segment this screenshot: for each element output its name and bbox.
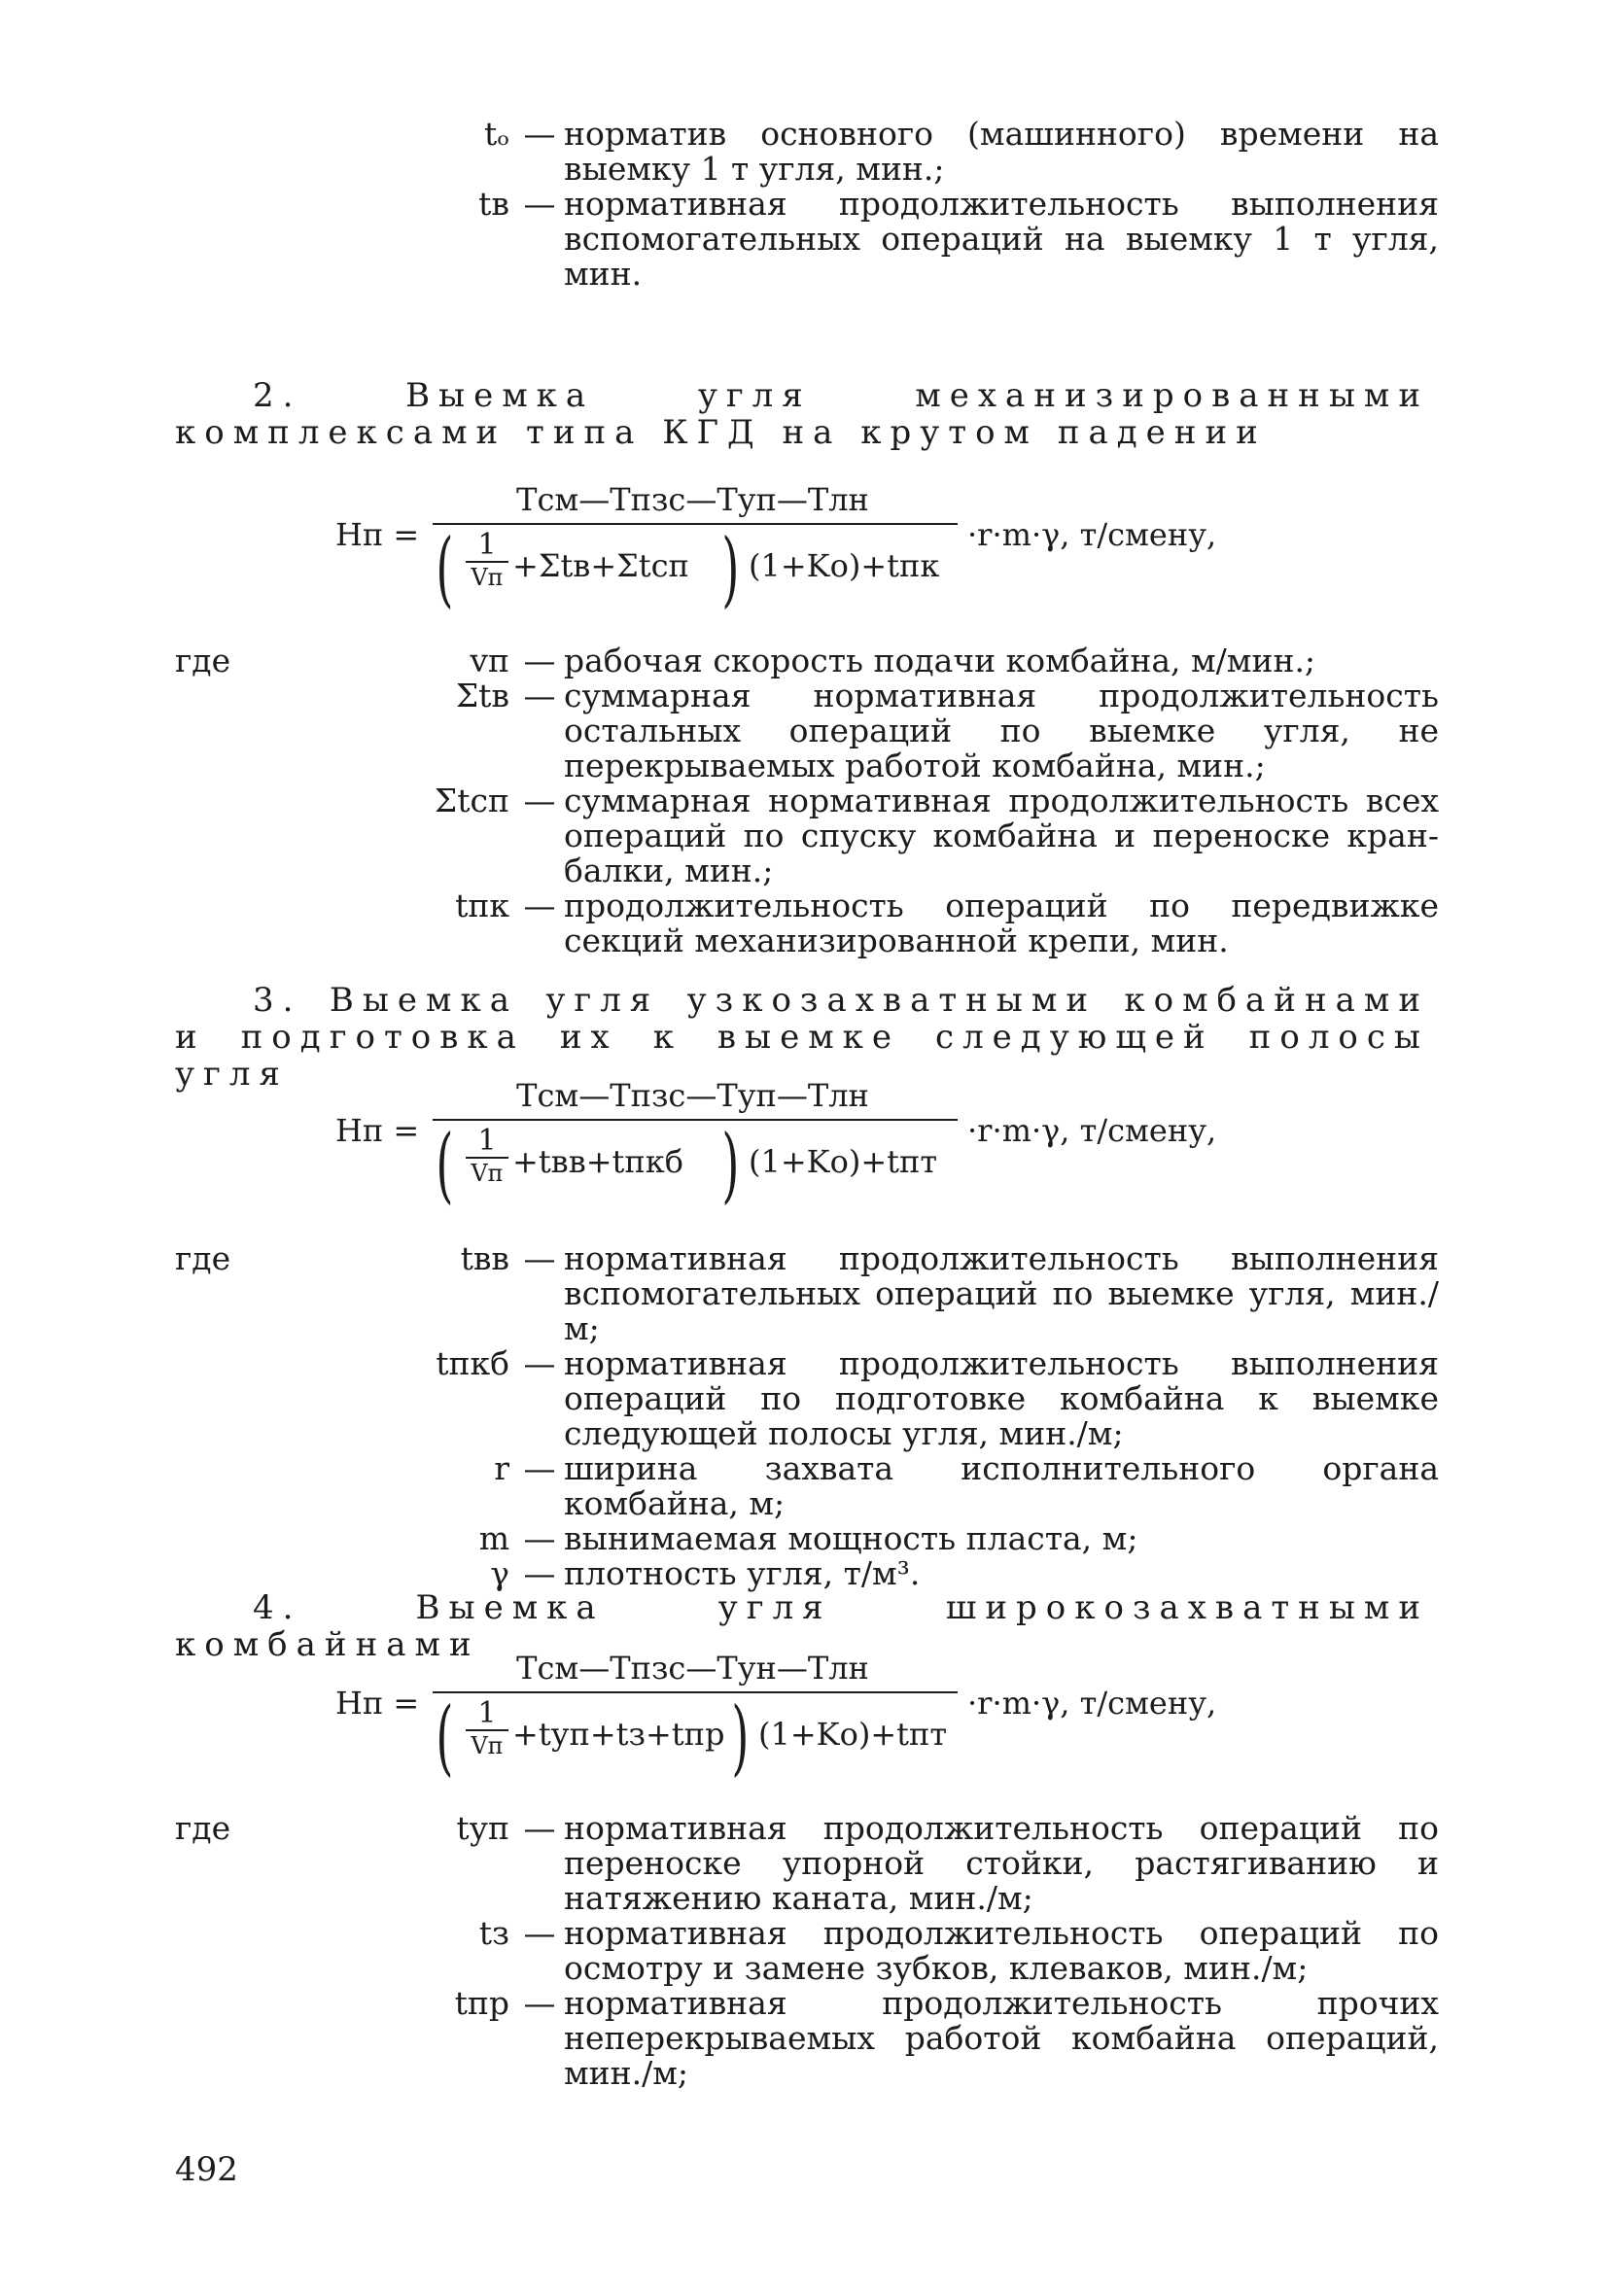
definition-dash: —: [523, 1554, 556, 1592]
definitions-block-3: [175, 1241, 1439, 1591]
definition-row: [175, 1556, 1439, 1591]
definition-dash: —: [523, 1809, 556, 1847]
definition-text: нормативная продолжительность выполнения вспомогательных операций по выемке угля, мин./м;: [564, 1239, 1439, 1347]
definition-text: рабочая скорость подачи комбайна, м/мин.;: [564, 642, 1316, 679]
definitions-block-2: [175, 644, 1439, 958]
definition-symbol: Σtсп: [434, 782, 509, 819]
definition-symbol: γ: [490, 1554, 509, 1592]
definition-dash: —: [523, 1239, 556, 1277]
inner-denominator: Vп: [471, 1732, 504, 1759]
definition-symbol: tпкб: [436, 1344, 509, 1382]
definitions-block-4: [175, 1811, 1439, 2091]
denominator-tail: (1+Kо)+tпк: [749, 547, 940, 584]
definition-text: ширина захвата исполнительного органа комбайна, м;: [564, 1449, 1439, 1522]
inner-fraction: [466, 530, 508, 592]
definition-text: нормативная продолжительность операций по осмотру и замене зубков, клеваков, мин./м;: [564, 1914, 1439, 1987]
definition-dash: —: [523, 1914, 556, 1952]
definition-dash: —: [523, 1519, 556, 1557]
definitions-block-intro: [175, 117, 1439, 292]
formula-section-4: [335, 1650, 1308, 1785]
definition-row: [175, 1451, 1439, 1521]
definition-row: [175, 1346, 1439, 1451]
definition-row: [175, 1986, 1439, 2091]
denominator-tail: (1+Kо)+tпт: [758, 1716, 948, 1753]
definition-dash: —: [523, 1449, 556, 1487]
definition-row: [175, 117, 1439, 187]
definition-text: нормативная продолжительность выполнения операций по подготовке комбайна к выемке следующей полосы угля, мин./м;: [564, 1344, 1439, 1452]
definition-text: суммарная нормативная продолжительность всех операций по спуску комбайна и переноске кран-балки, мин.;: [564, 782, 1439, 889]
formula-rhs: ·r·m·γ, т/смену,: [967, 1112, 1217, 1149]
formula-numerator: Tсм—Tпзс—Tуп—Tлн: [516, 1077, 869, 1114]
definition-symbol: Σtв: [455, 677, 509, 714]
definition-text: нормативная продолжительность выполнения вспомогательных операций на выемку 1 т угля, мин.: [564, 185, 1439, 293]
formula-section-2: [335, 481, 1308, 616]
definition-row: [175, 1811, 1439, 1916]
fraction-bar: [433, 1691, 958, 1693]
definition-row: [175, 187, 1439, 292]
definition-symbol: tв: [478, 185, 509, 223]
definition-symbol: m: [478, 1519, 509, 1557]
left-paren: (: [436, 1689, 454, 1785]
inner-fraction: [466, 1698, 508, 1760]
formula-section-3: [335, 1077, 1308, 1212]
page-number: 492: [175, 2150, 238, 2189]
inner-denominator: Vп: [471, 564, 504, 591]
definition-symbol: tвв: [460, 1239, 509, 1277]
section-heading-4: 4. Выемка угля широкозахватными комбайнами: [175, 1588, 1429, 1664]
definition-text: нормативная продолжительность операций по переноске упорной стойки, растягиванию и натяжению каната, мин./м;: [564, 1809, 1439, 1917]
inner-terms: +tвв+tпкб: [512, 1143, 683, 1180]
definition-dash: —: [523, 185, 556, 223]
formula-lhs: Hп =: [335, 1685, 420, 1722]
definition-where: где: [175, 1809, 231, 1847]
formula-rhs: ·r·m·γ, т/смену,: [967, 1685, 1217, 1722]
inner-numerator: 1: [466, 1698, 508, 1731]
definition-row: [175, 1521, 1439, 1556]
denominator-tail: (1+Kо)+tпт: [749, 1143, 938, 1180]
inner-numerator: 1: [466, 530, 508, 563]
definition-text: норматив основного (машинного) времени на выемку 1 т угля, мин.;: [564, 115, 1439, 188]
definition-symbol: tпр: [454, 1984, 509, 2022]
formula-denominator: [433, 1117, 977, 1212]
fraction-bar: [433, 523, 958, 525]
definition-where: где: [175, 642, 231, 679]
definition-row: [175, 644, 1439, 678]
definition-text: плотность угля, т/м³.: [564, 1554, 921, 1592]
definition-symbol: tₒ: [484, 115, 509, 153]
inner-numerator: 1: [466, 1126, 508, 1159]
definition-symbol: tз: [478, 1914, 509, 1952]
section-heading-3: 3. Выемка угля узкозахватными комбайнами и подготовка их к выемке следующей полосы угля: [175, 981, 1429, 1094]
formula-denominator: [433, 1689, 977, 1785]
formula-rhs: ·r·m·γ, т/смену,: [967, 516, 1217, 553]
definition-symbol: tпк: [455, 887, 509, 924]
formula-numerator: Tсм—Tпзс—Tун—Tлн: [516, 1650, 869, 1687]
formula-lhs: Hп =: [335, 1112, 420, 1149]
inner-denominator: Vп: [471, 1160, 504, 1187]
inner-terms: +Σtв+Σtсп: [512, 547, 689, 584]
definition-dash: —: [523, 1984, 556, 2022]
right-paren: ): [721, 1117, 740, 1212]
definition-symbol: vп: [470, 642, 509, 679]
definition-where: где: [175, 1239, 231, 1277]
definition-dash: —: [523, 642, 556, 679]
definition-row: [175, 678, 1439, 783]
definition-text: нормативная продолжительность прочих неперекрываемых работой комбайна операций, мин./м;: [564, 1984, 1439, 2092]
definition-text: продолжительность операций по передвижке секций механизированной крепи, мин.: [564, 887, 1439, 959]
definition-text: вынимаемая мощность пласта, м;: [564, 1519, 1138, 1557]
definition-symbol: r: [494, 1449, 509, 1487]
formula-lhs: Hп =: [335, 516, 420, 553]
definition-dash: —: [523, 677, 556, 714]
definition-symbol: tуп: [456, 1809, 509, 1847]
right-paren: ): [721, 521, 740, 616]
inner-terms: +tуп+tз+tпр: [512, 1716, 725, 1753]
definition-row: [175, 1916, 1439, 1986]
fraction-bar: [433, 1119, 958, 1121]
inner-fraction: [466, 1126, 508, 1188]
left-paren: (: [436, 521, 454, 616]
formula-numerator: Tсм—Tпзс—Tуп—Tлн: [516, 481, 869, 518]
section-heading-2: 2. Выемка угля механизированными комплексами типа КГД на крутом падении: [175, 376, 1429, 452]
definition-dash: —: [523, 1344, 556, 1382]
right-paren: ): [731, 1689, 750, 1785]
definition-row: [175, 783, 1439, 888]
definition-text: суммарная нормативная продолжительность остальных операций по выемке угля, не перекрываемых работой комбайна, мин.;: [564, 677, 1439, 784]
definition-dash: —: [523, 782, 556, 819]
definition-row: [175, 1241, 1439, 1346]
left-paren: (: [436, 1117, 454, 1212]
formula-denominator: [433, 521, 977, 616]
definition-row: [175, 888, 1439, 958]
definition-dash: —: [523, 115, 556, 153]
definition-dash: —: [523, 887, 556, 924]
